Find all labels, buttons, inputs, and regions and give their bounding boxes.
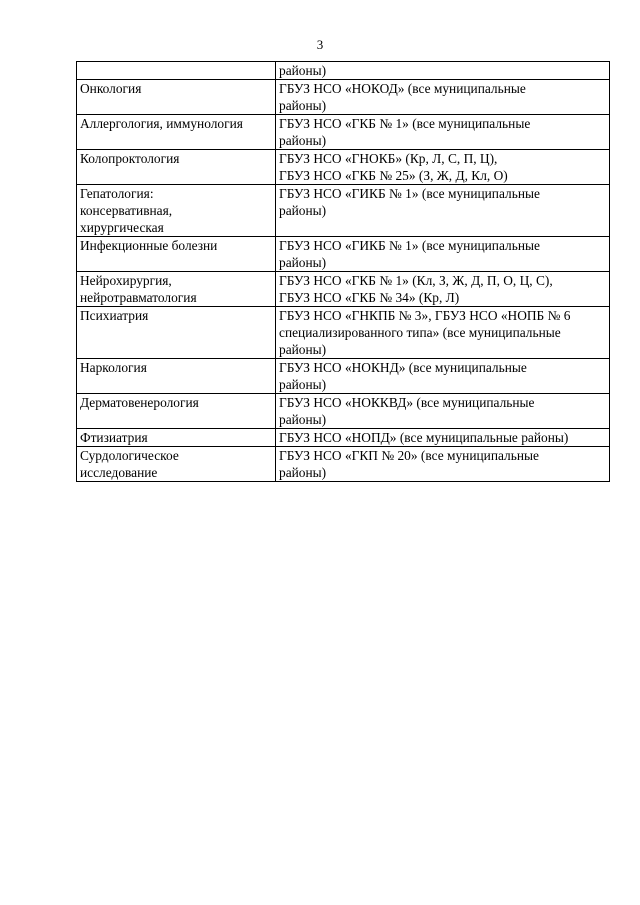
institution-text: районы) — [279, 133, 327, 148]
specialty-text: исследование — [80, 465, 158, 480]
specialty-text: Нейрохирургия, — [80, 273, 172, 288]
institution-text: районы) — [279, 465, 327, 480]
table-row — [77, 185, 610, 237]
institution-text: районы) — [279, 63, 327, 78]
institution-text: ГБУЗ НСО «ГКП № 20» (все муниципальные — [279, 448, 539, 463]
specialty-cell — [77, 115, 276, 150]
specialty-cell — [77, 80, 276, 115]
institution-text: ГБУЗ НСО «ГКБ № 1» (все муниципальные — [279, 116, 531, 131]
specialty-text: Онкология — [80, 81, 142, 96]
institution-text: ГБУЗ НСО «НОКОД» (все муниципальные — [279, 81, 526, 96]
institution-text: районы) — [279, 377, 327, 392]
specialty-cell — [77, 447, 276, 482]
table-row — [77, 115, 610, 150]
institution-text: ГБУЗ НСО «ГИКБ № 1» (все муниципальные — [279, 186, 540, 201]
institution-text: ГБУЗ НСО «ГНОКБ» (Кр, Л, С, П, Ц), — [279, 151, 498, 166]
institution-text: ГБУЗ НСО «ГНКПБ № 3», ГБУЗ НСО «НОПБ № 6 — [279, 308, 571, 323]
table-row — [77, 429, 610, 447]
specialty-text: Психиатрия — [80, 308, 149, 323]
specialty-cell — [77, 394, 276, 429]
specialty-text: консервативная, — [80, 203, 173, 218]
specialty-cell — [77, 185, 276, 237]
page-number: 3 — [316, 37, 324, 52]
specialty-text: Гепатология: — [80, 186, 154, 201]
institution-cell — [276, 237, 610, 272]
institution-text: ГБУЗ НСО «НОПД» (все муниципальные районы) — [279, 430, 569, 445]
institution-text: ГБУЗ НСО «ГКБ № 25» (З, Ж, Д, Кл, О) — [279, 168, 508, 183]
specialty-text: хирургическая — [80, 220, 164, 235]
institution-cell — [276, 80, 610, 115]
table-row — [77, 394, 610, 429]
institution-text: районы) — [279, 98, 327, 113]
specialty-text: Дерматовенерология — [80, 395, 199, 410]
institution-cell — [276, 150, 610, 185]
table-row — [77, 447, 610, 482]
institution-text: районы) — [279, 203, 327, 218]
specialty-cell — [77, 62, 276, 80]
institution-cell — [276, 429, 610, 447]
specialty-cell — [77, 272, 276, 307]
institution-text: специализированного типа» (все муниципальные — [279, 325, 561, 340]
table-row — [77, 359, 610, 394]
table-body — [77, 62, 610, 482]
institution-text: районы) — [279, 255, 327, 270]
institution-text: ГБУЗ НСО «ГКБ № 1» (Кл, З, Ж, Д, П, О, Ц, С), — [279, 273, 553, 288]
institution-cell — [276, 447, 610, 482]
institution-cell — [276, 115, 610, 150]
table-row — [77, 237, 610, 272]
institution-text: ГБУЗ НСО «НОККВД» (все муниципальные — [279, 395, 535, 410]
specialty-cell — [77, 359, 276, 394]
table-row — [77, 150, 610, 185]
institution-text: ГБУЗ НСО «ГКБ № 34» (Кр, Л) — [279, 290, 460, 305]
institution-cell — [276, 359, 610, 394]
specialty-text: Инфекционные болезни — [80, 238, 218, 253]
institution-text: ГБУЗ НСО «ГИКБ № 1» (все муниципальные — [279, 238, 540, 253]
institution-cell — [276, 272, 610, 307]
specialty-cell — [77, 237, 276, 272]
institution-text: районы) — [279, 412, 327, 427]
specialty-cell — [77, 150, 276, 185]
specialty-text: нейротравматология — [80, 290, 197, 305]
institution-text: ГБУЗ НСО «НОКНД» (все муниципальные — [279, 360, 527, 375]
institution-cell — [276, 394, 610, 429]
specialty-text: Аллергология, иммунология — [80, 116, 243, 131]
specialty-institution-table — [76, 61, 610, 482]
institution-text: районы) — [279, 342, 327, 357]
specialty-text: Сурдологическое — [80, 448, 179, 463]
institution-cell — [276, 185, 610, 237]
institution-cell — [276, 307, 610, 359]
specialty-text: Колопроктология — [80, 151, 180, 166]
specialty-text: Фтизиатрия — [80, 430, 148, 445]
table-row — [77, 80, 610, 115]
specialty-text: Наркология — [80, 360, 147, 375]
institution-cell — [276, 62, 610, 80]
specialty-cell — [77, 307, 276, 359]
table-row — [77, 62, 610, 80]
table-row — [77, 272, 610, 307]
table-row — [77, 307, 610, 359]
specialty-cell — [77, 429, 276, 447]
